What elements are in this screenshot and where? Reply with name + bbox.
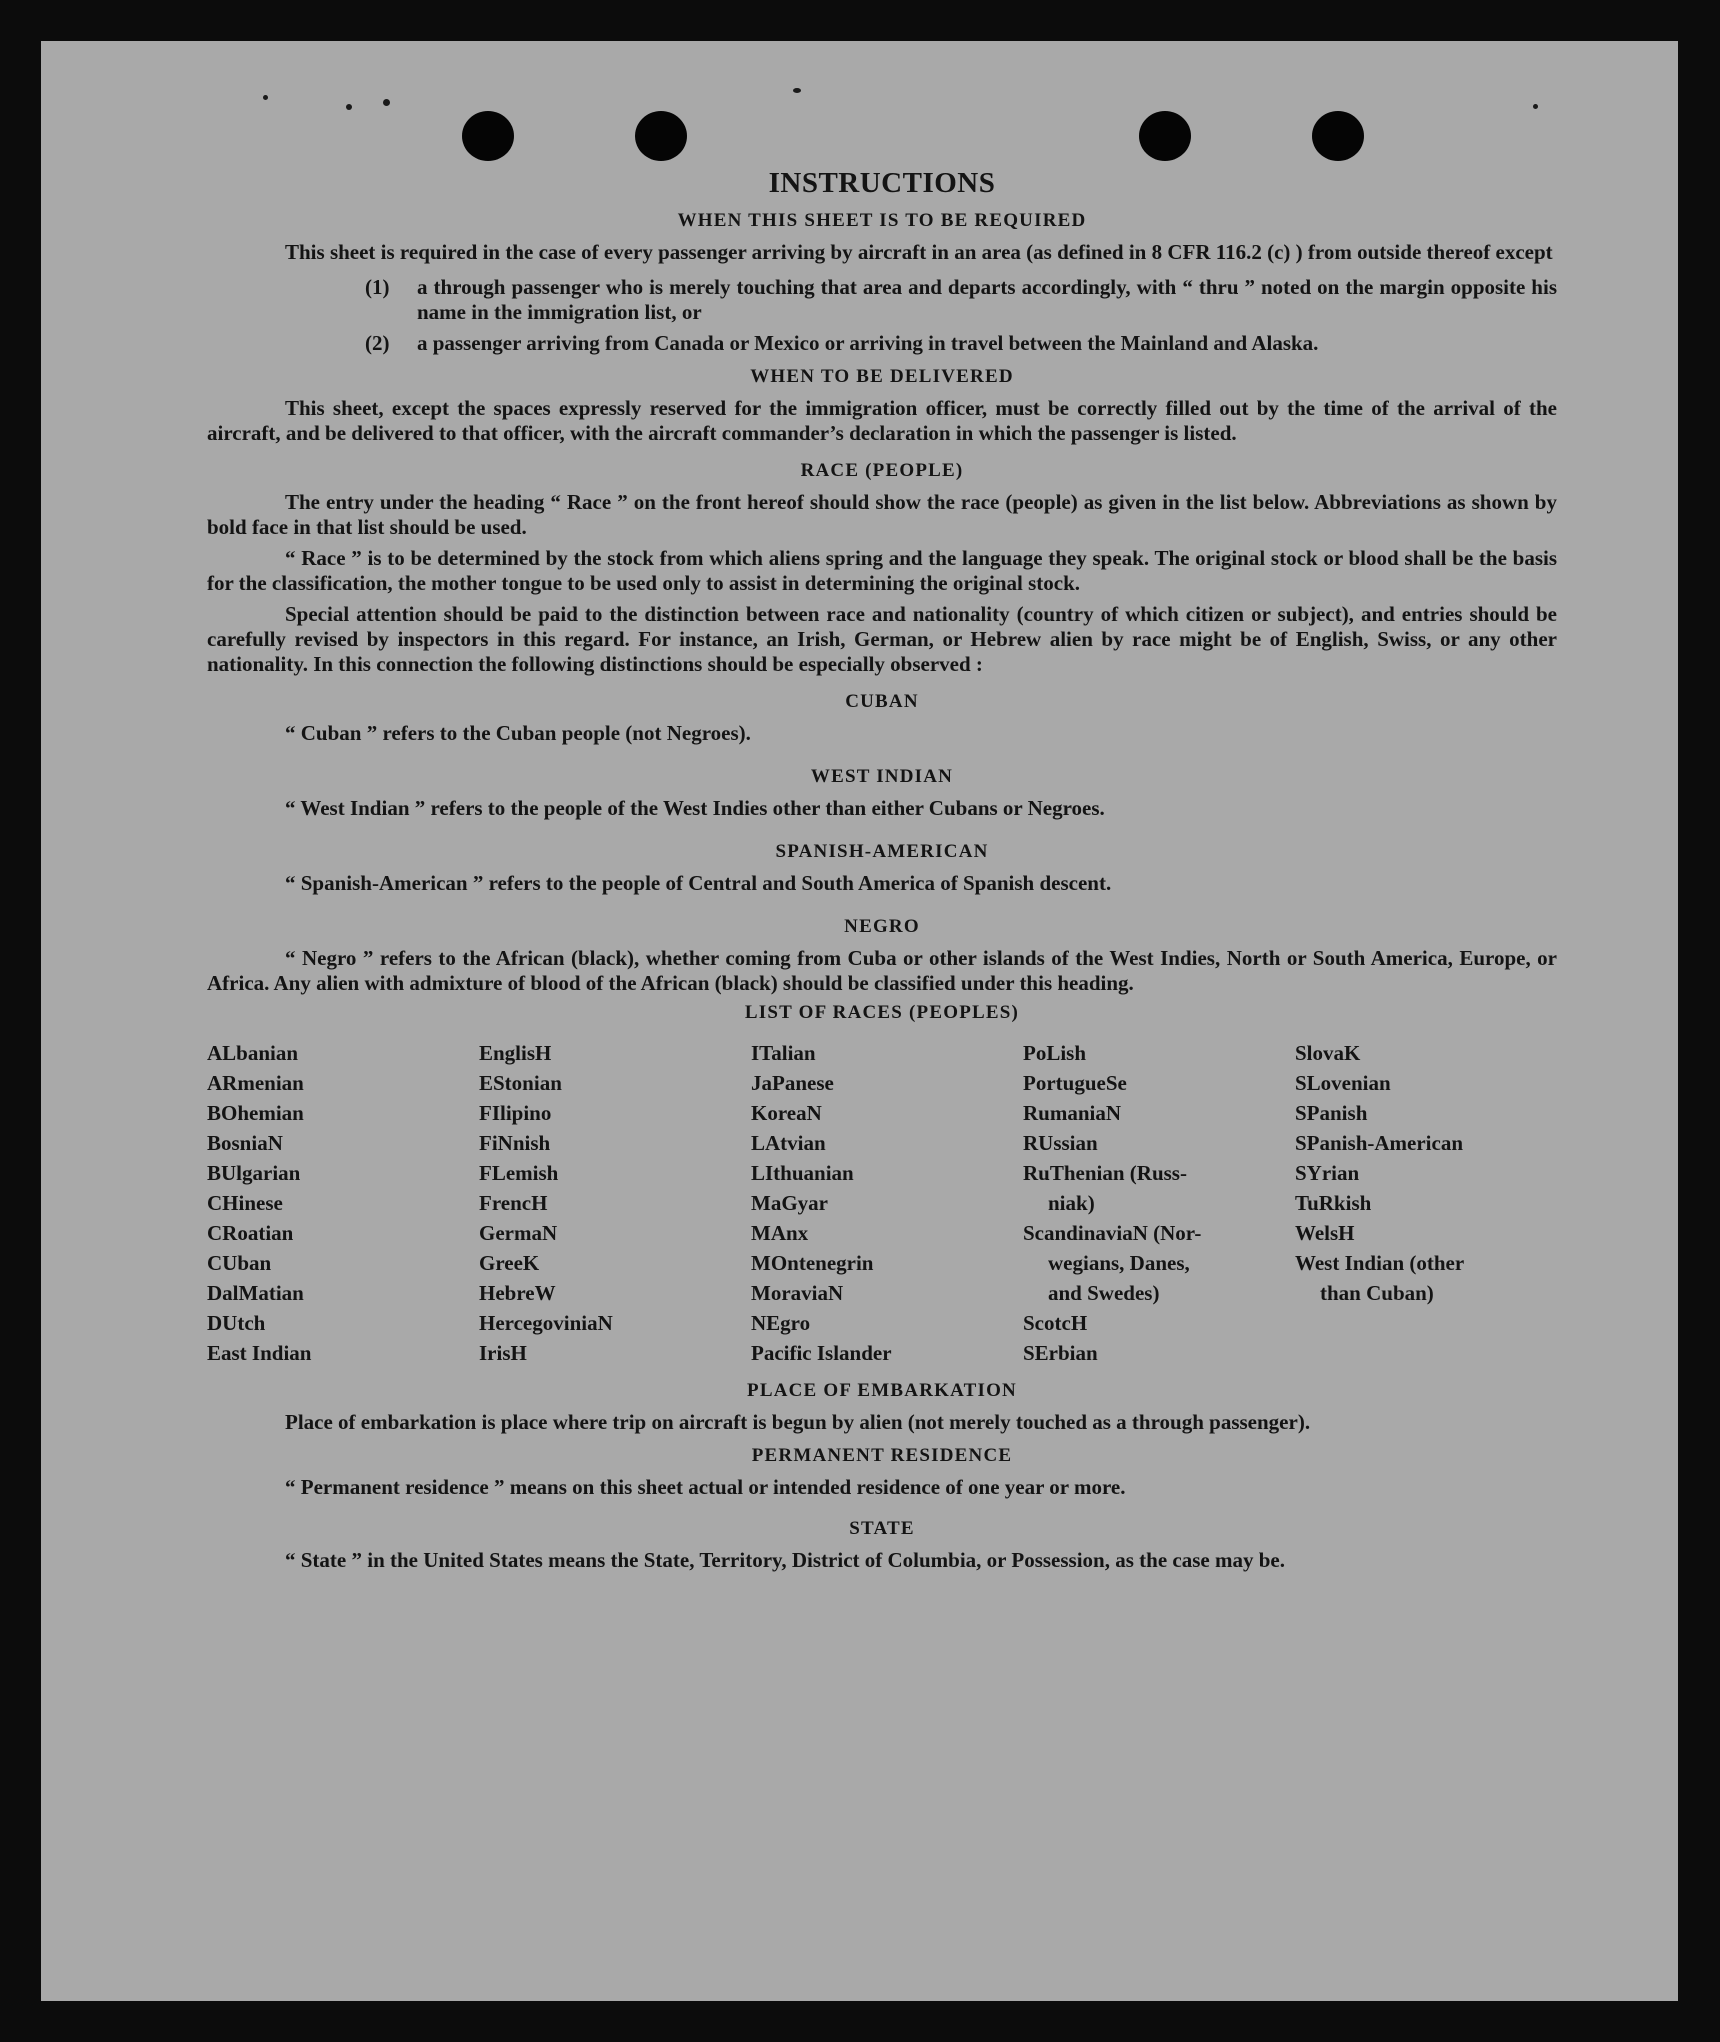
- race-paragraph-1: The entry under the heading “ Race ” on the front hereof should show the race (people) as given in the list below. Abbreviations as shown by bold face in that list should be used.: [207, 490, 1557, 539]
- negro-text: “ Negro ” refers to the African (black), whether coming from Cuba or other islands of the West Indies, North or South America, Europe, or Africa. Any alien with admixture of blood of the African (black) should be classified under this heading.: [207, 946, 1557, 995]
- race-entry: LAtvian: [751, 1131, 826, 1155]
- race-entry: LIthuanian: [751, 1161, 854, 1185]
- race-entry: GermaN: [479, 1221, 558, 1245]
- race-entry: ScandinaviaN (Nor-: [1023, 1221, 1202, 1245]
- race-entry: SPanish: [1295, 1101, 1368, 1125]
- race-entry: PoLish: [1023, 1041, 1087, 1065]
- race-paragraph-2: “ Race ” is to be determined by the stock from which aliens spring and the language they speak. The original stock or blood shall be the basis for the classification, the mother tongue to be used only to assist in determining the original stock.: [207, 546, 1557, 595]
- race-entry: MoraviaN: [751, 1281, 844, 1305]
- punch-hole: [462, 111, 514, 161]
- section-heading-race: RACE (PEOPLE): [800, 460, 964, 481]
- race-entry: CUban: [207, 1251, 272, 1275]
- race-entry: HercegoviniaN: [479, 1311, 613, 1335]
- race-entry: RumaniaN: [1023, 1101, 1122, 1125]
- race-entry: DalMatian: [207, 1281, 304, 1305]
- race-entry: SErbian: [1023, 1341, 1098, 1365]
- race-entry: and Swedes): [1048, 1281, 1160, 1305]
- spanish-american-text: “ Spanish-American ” refers to the people of Central and South America of Spanish descent.: [285, 871, 1112, 895]
- punch-hole: [1312, 111, 1364, 161]
- race-entry: JaPanese: [751, 1071, 834, 1095]
- race-entry: FrencH: [479, 1191, 548, 1215]
- embarkation-text: Place of embarkation is place where trip on aircraft is begun by alien (not merely touched as a through passenger).: [285, 1410, 1311, 1434]
- race-entry: IrisH: [479, 1341, 527, 1365]
- race-entry: SLovenian: [1295, 1071, 1391, 1095]
- race-entry: CHinese: [207, 1191, 283, 1215]
- races-column: [751, 1038, 1023, 1368]
- section-heading-when-delivered: WHEN TO BE DELIVERED: [750, 366, 1014, 387]
- section-heading-embarkation: PLACE OF EMBARKATION: [747, 1380, 1017, 1401]
- races-column: [1023, 1038, 1295, 1368]
- state-text: “ State ” in the United States means the State, Territory, District of Columbia, or Possession, as the case may be.: [285, 1548, 1285, 1572]
- race-entry: wegians, Danes,: [1048, 1251, 1190, 1275]
- when-required-intro: This sheet is required in the case of every passenger arriving by aircraft in an area (as defined in 8 CFR 116.2 (c) ) from outside thereof except: [285, 240, 1553, 264]
- races-list: [207, 1038, 1557, 1368]
- race-entry: TuRkish: [1295, 1191, 1372, 1215]
- race-entry: BOhemian: [207, 1101, 304, 1125]
- residence-text: “ Permanent residence ” means on this sheet actual or intended residence of one year or more.: [285, 1475, 1126, 1499]
- race-entry: SlovaK: [1295, 1041, 1361, 1065]
- race-entry: ITalian: [751, 1041, 816, 1065]
- section-heading-state: STATE: [849, 1518, 915, 1539]
- race-entry: BosniaN: [207, 1131, 283, 1155]
- races-column: [479, 1038, 751, 1368]
- race-entry: niak): [1048, 1191, 1095, 1215]
- race-entry: East Indian: [207, 1341, 312, 1365]
- race-entry: FiNnish: [479, 1131, 551, 1155]
- instructions-content: [207, 167, 1557, 1573]
- race-entry: MaGyar: [751, 1191, 828, 1215]
- races-column: [207, 1038, 479, 1368]
- race-entry: EnglisH: [479, 1041, 552, 1065]
- race-entry: FLemish: [479, 1161, 559, 1185]
- list-item: [365, 275, 1557, 325]
- list-item-text: a passenger arriving from Canada or Mexico or arriving in travel between the Mainland and Alaska.: [417, 331, 1319, 355]
- section-heading-negro: NEGRO: [844, 916, 920, 937]
- race-entry: KoreaN: [751, 1101, 822, 1125]
- race-entry: SYrian: [1295, 1161, 1360, 1185]
- document-page: [41, 41, 1678, 2001]
- cuban-text: “ Cuban ” refers to the Cuban people (not Negroes).: [285, 721, 751, 745]
- page-title: INSTRUCTIONS: [768, 167, 996, 199]
- race-entry: PortugueSe: [1023, 1071, 1127, 1095]
- race-entry: NEgro: [751, 1311, 811, 1335]
- race-entry: MAnx: [751, 1221, 809, 1245]
- race-entry: FIlipino: [479, 1101, 552, 1125]
- race-entry: Pacific Islander: [751, 1341, 892, 1365]
- race-entry: West Indian (other: [1295, 1251, 1465, 1275]
- race-entry: BUlgarian: [207, 1161, 301, 1185]
- race-entry: WelsH: [1295, 1221, 1355, 1245]
- section-heading-list-of-races: LIST OF RACES (PEOPLES): [744, 1002, 1020, 1023]
- list-item-number: (2): [365, 331, 390, 355]
- race-entry: SPanish-American: [1295, 1131, 1463, 1155]
- race-entry: ScotcH: [1023, 1311, 1088, 1335]
- race-entry: MOntenegrin: [751, 1251, 874, 1275]
- race-entry: DUtch: [207, 1311, 266, 1335]
- race-entry: RUssian: [1023, 1131, 1098, 1155]
- list-item: [365, 331, 1557, 356]
- speck: [793, 88, 801, 93]
- section-heading-residence: PERMANENT RESIDENCE: [751, 1445, 1013, 1466]
- speck: [1533, 104, 1538, 109]
- race-entry: CRoatian: [207, 1221, 294, 1245]
- speck: [383, 99, 390, 106]
- punch-hole: [635, 111, 687, 161]
- race-entry: than Cuban): [1320, 1281, 1434, 1305]
- race-entry: ARmenian: [207, 1071, 304, 1095]
- section-heading-cuban: CUBAN: [845, 691, 919, 712]
- section-heading-when-required: WHEN THIS SHEET IS TO BE REQUIRED: [677, 210, 1087, 231]
- speck: [263, 95, 268, 100]
- race-entry: GreeK: [479, 1251, 540, 1275]
- race-entry: HebreW: [479, 1281, 556, 1305]
- section-heading-west-indian: WEST INDIAN: [810, 766, 954, 787]
- races-column: [1295, 1038, 1555, 1368]
- list-item-number: (1): [365, 275, 390, 299]
- punch-hole: [1139, 111, 1191, 161]
- race-entry: EStonian: [479, 1071, 562, 1095]
- west-indian-text: “ West Indian ” refers to the people of the West Indies other than either Cubans or Negroes.: [285, 796, 1105, 820]
- race-paragraph-3: Special attention should be paid to the distinction between race and nationality (country of which citizen or subject), and entries should be carefully revised by inspectors in this regard. For instance, an Irish, German, or Hebrew alien by race might be of English, Swiss, or any other nationality. In this connection the following distinctions should be especially observed :: [207, 602, 1557, 676]
- when-delivered-text: This sheet, except the spaces expressly reserved for the immigration officer, must be correctly filled out by the time of the arrival of the aircraft, and be delivered to that officer, with the aircraft commander’s declaration in which the passenger is listed.: [207, 396, 1557, 445]
- race-entry: RuThenian (Russ-: [1023, 1161, 1187, 1185]
- section-heading-spanish-american: SPANISH-AMERICAN: [775, 841, 989, 862]
- list-item-text: a through passenger who is merely touching that area and departs accordingly, with “ thru ” noted on the margin opposite his name in the immigration list, or: [417, 275, 1557, 324]
- speck: [346, 104, 352, 110]
- race-entry: ALbanian: [207, 1041, 299, 1065]
